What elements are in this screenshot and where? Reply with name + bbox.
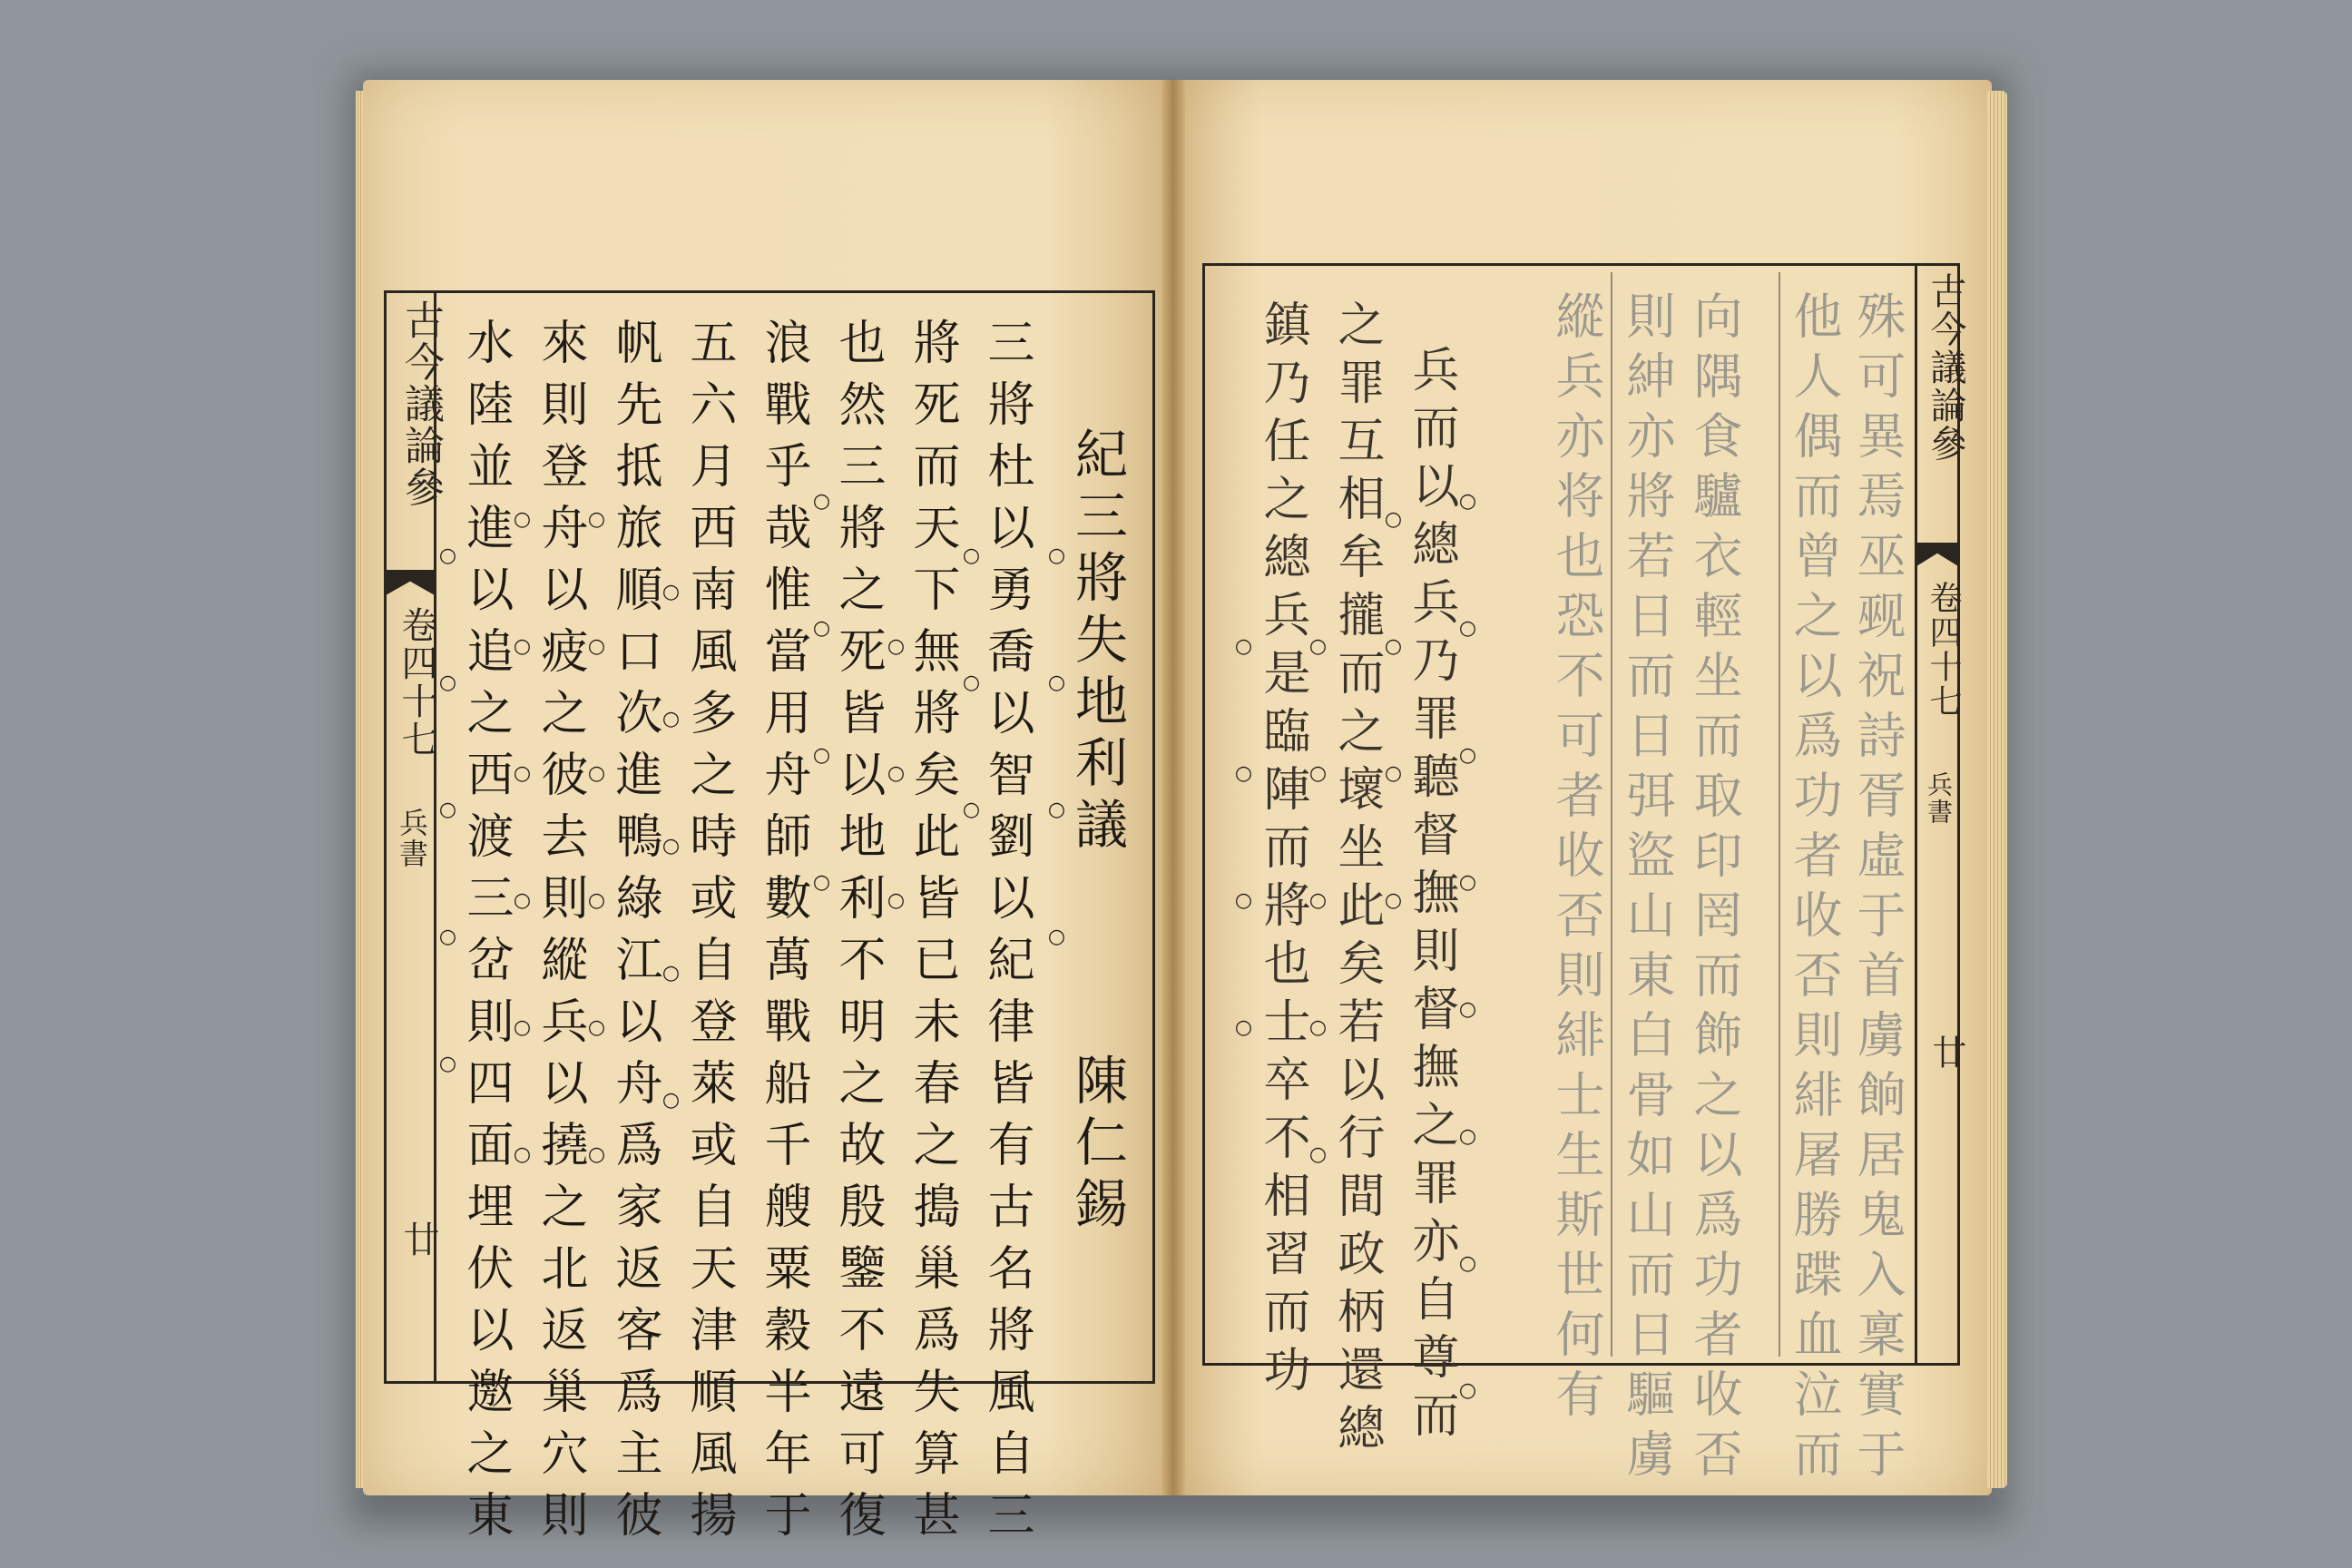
punctuation-dots: ○ ○ ○ ○ ○ [1307,635,1329,1215]
left-col-6: 浪戰乎哉惟當用舟師數萬戰船千艘粟穀半年于 [756,318,810,1552]
right-col-3: 向隅食驢衣輕坐而取印罔而飾之以爲功者收否 [1686,290,1743,1488]
punctuation-dots: ○ ○ ○ ○ ○ ○ [585,508,608,1215]
right-col-6: 兵而以總兵乃罪聽督撫則督撫之罪亦自尊而 [1404,345,1458,1448]
left-col-author: 陳仁錫 [1066,1053,1128,1238]
right-margin-section: 兵書 [1924,771,1954,826]
left-col-9: 來則登舟以疲之彼去則縱兵以撓之北返巢穴則 [533,318,587,1552]
punctuation-dots: ○ ○ ○ [885,635,907,961]
column-rule [1611,272,1612,1357]
right-col-1: 殊可異焉巫觋祝詩胥虛于首虜餉居鬼入稟實于 [1849,290,1906,1488]
right-col-7: 之罪互相牟攏而之壞坐此矣若以行間政柄還總 [1329,299,1384,1461]
right-col-4: 則紳亦將若日而日弭盜山東白骨如山而日驅虜 [1619,290,1676,1488]
right-margin-volume: 卷四十七 [1925,581,1962,719]
left-col-5: 也然三將之死皆以地利不明之故殷鑒不遠可復 [830,318,885,1552]
punctuation-dots: ○ ○ ○ ○ ○ [660,581,682,1161]
right-page-edges [1987,91,2007,1488]
right-col-8: 鎮乃任之總兵是臨陣而將也士卒不相習而功 [1255,299,1309,1403]
right-col-5: 縱兵亦将也恐不可者收否則緋士生斯世何有 [1548,290,1605,1428]
left-margin-volume: 卷四十七 [396,606,437,759]
left-col-title: 紀三將失地利議 [1066,426,1128,858]
left-col-8: 帆先抵旅順口次進鴨綠江以舟爲家返客爲主彼 [607,318,662,1552]
punctuation-dots: ○ ○ ○ ○ [810,490,833,943]
right-margin-folio: 廿 [1926,1034,1966,1071]
book-gutter [1161,80,1185,1495]
punctuation-dots: ○ ○ ○ ○ [1232,635,1255,1088]
punctuation-dots: ○ ○ ○ ○ [1382,508,1405,961]
left-margin-folio: 廿 [397,1220,439,1259]
left-col-10: 水陸並進以追之西渡三岔則四面埋伏以邀之東 [458,318,513,1552]
right-col-2: 他人偶而曾之以爲功者收否則緋屠勝蹀血泣而 [1786,290,1843,1488]
left-col-4: 將死而天下無將矣此皆已未春之搗巢爲失算甚 [905,318,959,1552]
punctuation-dots: ○ ○ ○ [960,544,983,870]
punctuation-dots: ○ ○ ○ ○ [1045,544,1068,997]
punctuation-dots: ○ ○ ○ ○ ○ [436,544,459,1124]
left-margin-title: 古今議論參 [397,299,444,508]
punctuation-dots: ○ ○ ○ ○ ○ ○ ○ ○ [1456,490,1479,1451]
left-col-7: 五六月西南風多之時或自登萊或自天津順風揚 [681,318,736,1552]
right-margin-title: 古今議論參 [1925,272,1966,463]
left-margin-section: 兵書 [395,808,429,869]
punctuation-dots: ○ ○ ○ ○ ○ ○ [511,508,534,1215]
left-col-3: 三將杜以勇喬以智劉以紀律皆有古名將風自三 [979,318,1034,1552]
